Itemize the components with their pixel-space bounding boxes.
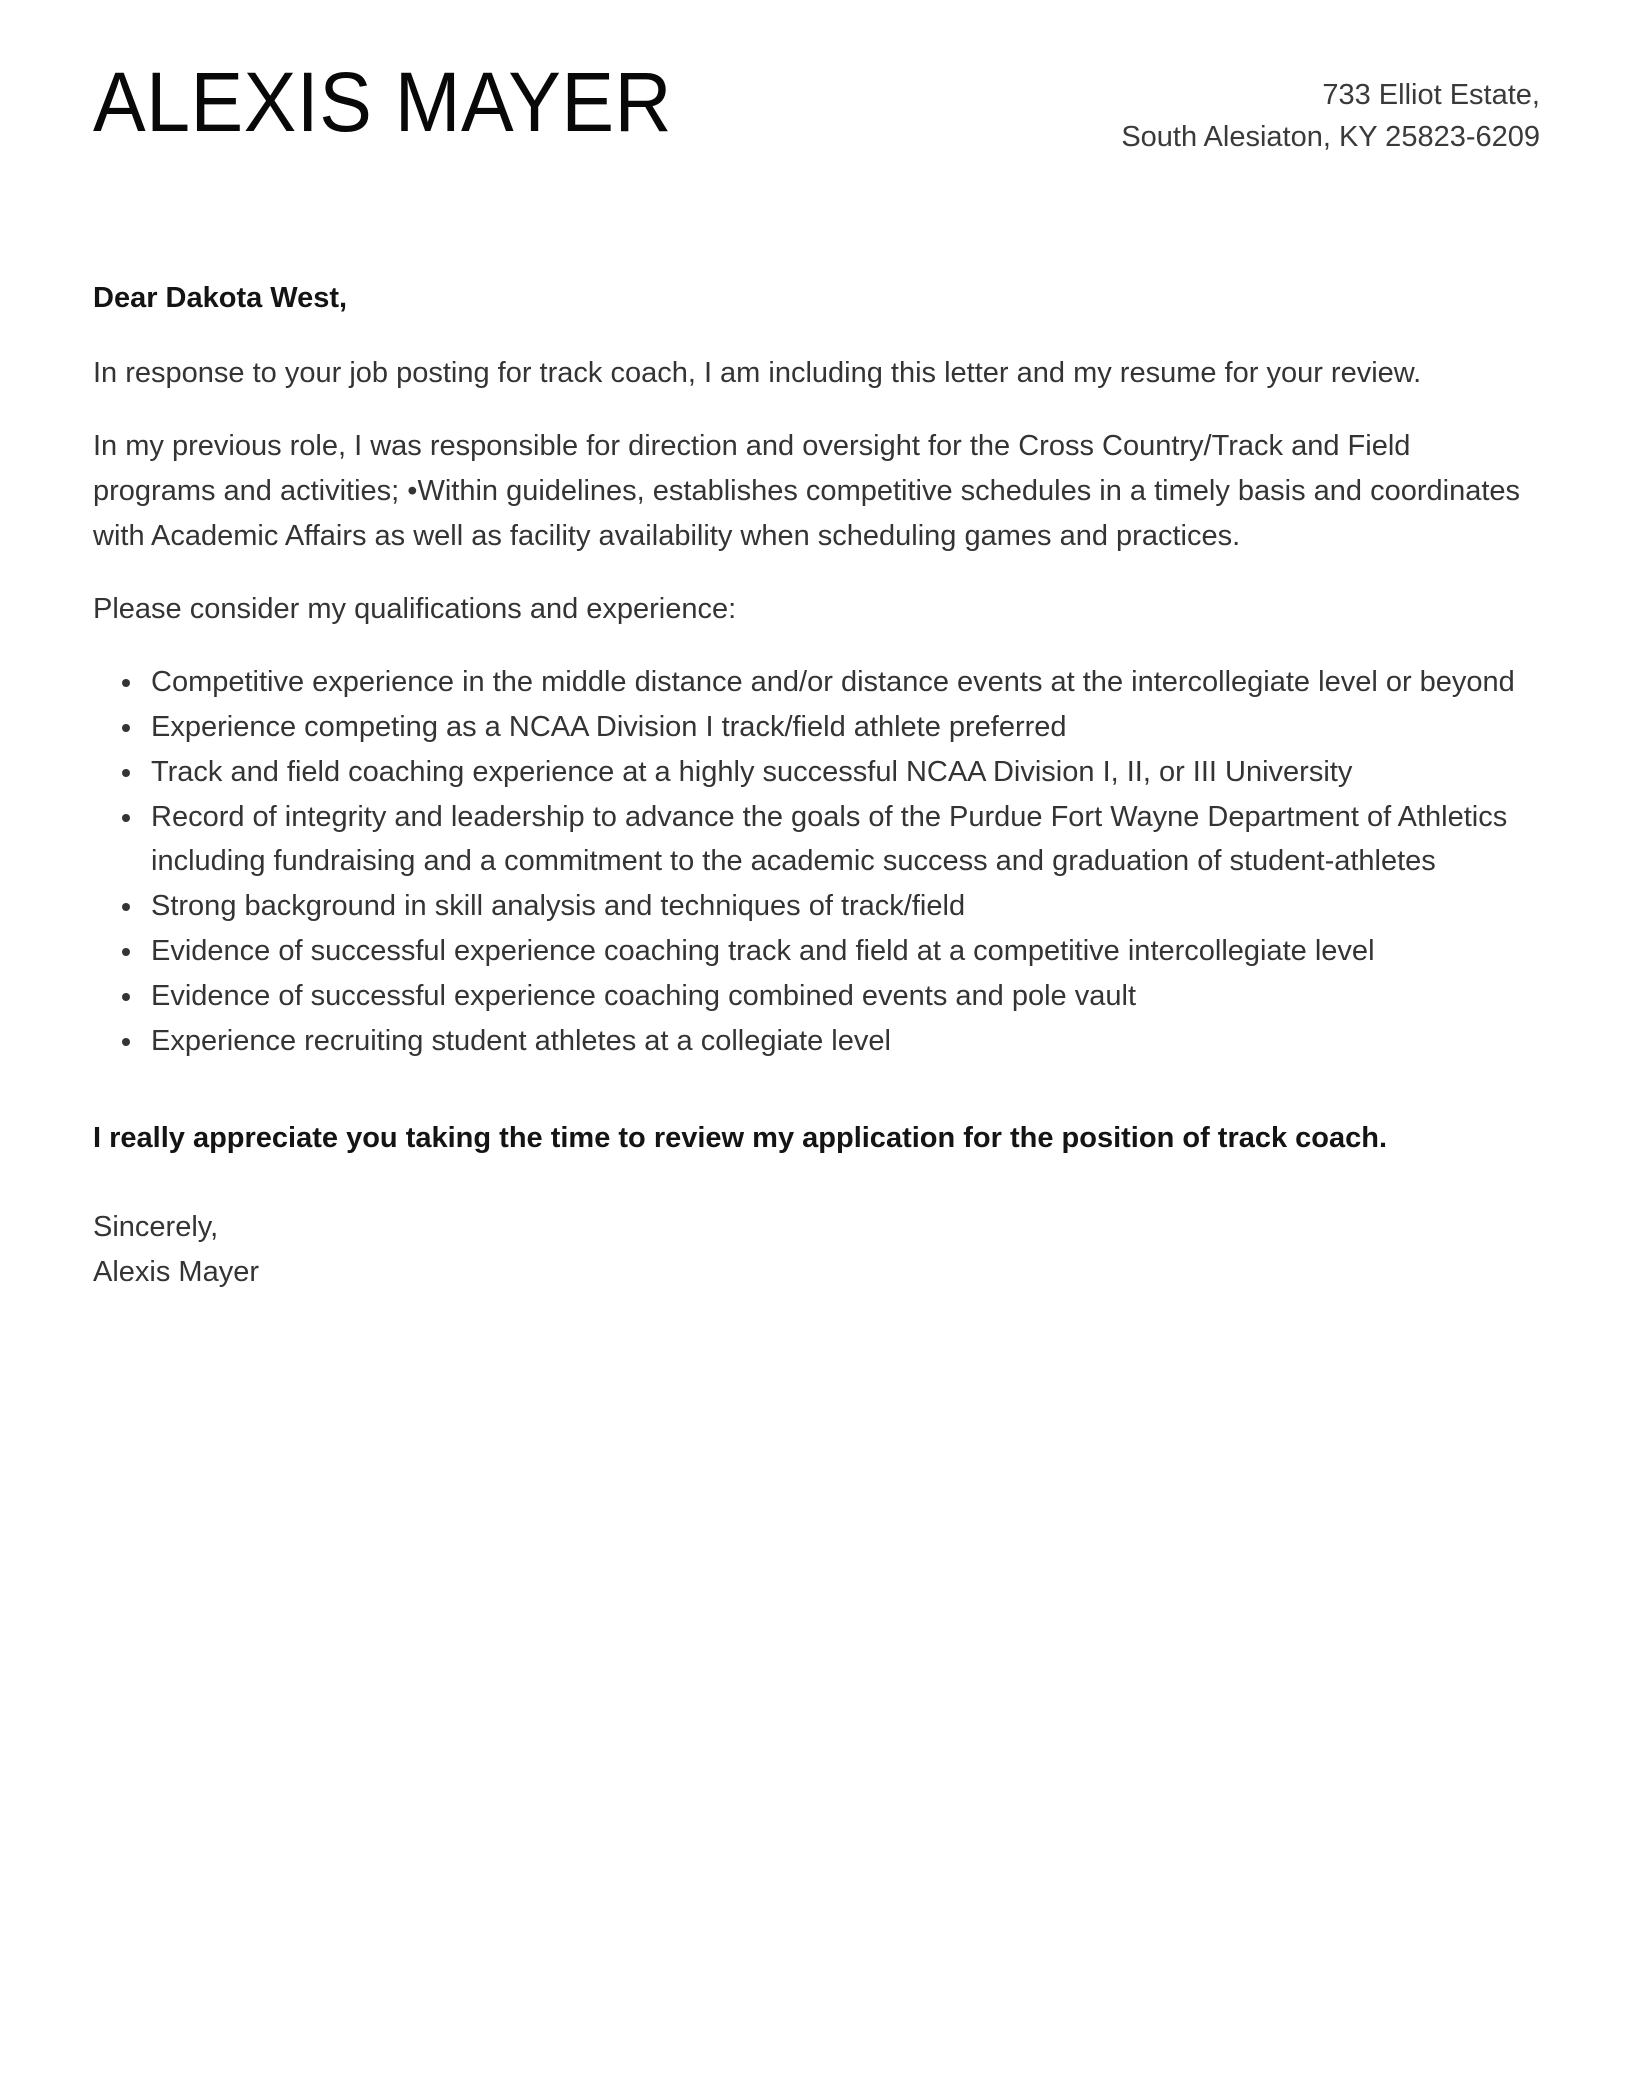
paragraph-qualifications-lead: Please consider my qualifications and experience:	[93, 592, 737, 625]
address-line-1: 733 Elliot Estate,	[1322, 79, 1540, 111]
qualification-item: • Experience recruiting student athletes at a collegiate level	[145, 1019, 1540, 1064]
address-line-2: South Alesiaton, KY 25823-6209	[1121, 121, 1540, 154]
qualifications-list	[93, 660, 1540, 1064]
qualification-item: • Experience competing as a NCAA Division I track/field athlete preferred	[145, 705, 1540, 750]
sender-address	[1121, 58, 1540, 158]
letter-body	[93, 276, 1540, 1295]
qualification-item: • Evidence of successful experience coaching track and field at a competitive intercollegiate level	[145, 929, 1540, 974]
closing-statement: I really appreciate you taking the time to review my application for the position of track coach.	[93, 1122, 1388, 1155]
sender-name: ALEXIS MAYER	[93, 55, 673, 149]
signoff-block	[93, 1205, 1540, 1295]
signature-name: Alexis Mayer	[93, 1256, 259, 1289]
qualification-item: • Strong background in skill analysis and techniques of track/field	[145, 884, 1540, 929]
salutation: Dear Dakota West,	[93, 282, 348, 315]
qualification-item: • Track and field coaching experience at a highly successful NCAA Division I, II, or III University	[145, 750, 1540, 795]
qualification-item: • Evidence of successful experience coaching combined events and pole vault	[145, 974, 1540, 1019]
qualification-item: • Record of integrity and leadership to advance the goals of the Purdue Fort Wayne Department of Athletics including fundraising and a commitment to the academic success and graduation of student-athletes	[145, 795, 1540, 885]
qualification-item: • Competitive experience in the middle distance and/or distance events at the intercollegiate level or beyond	[145, 660, 1540, 705]
paragraph-previous-role: In my previous role, I was responsible for direction and oversight for the Cross Country/Track and Field programs and activities; •Within guidelines, establishes competitive schedules in a timely basis and coordinates with Academic Affairs as well as facility availability when scheduling games and practices.	[93, 429, 1521, 552]
signoff-word: Sincerely,	[93, 1211, 219, 1244]
letter-header	[93, 55, 1540, 158]
paragraph-intro: In response to your job posting for track coach, I am including this letter and my resume for your review.	[93, 357, 1422, 390]
